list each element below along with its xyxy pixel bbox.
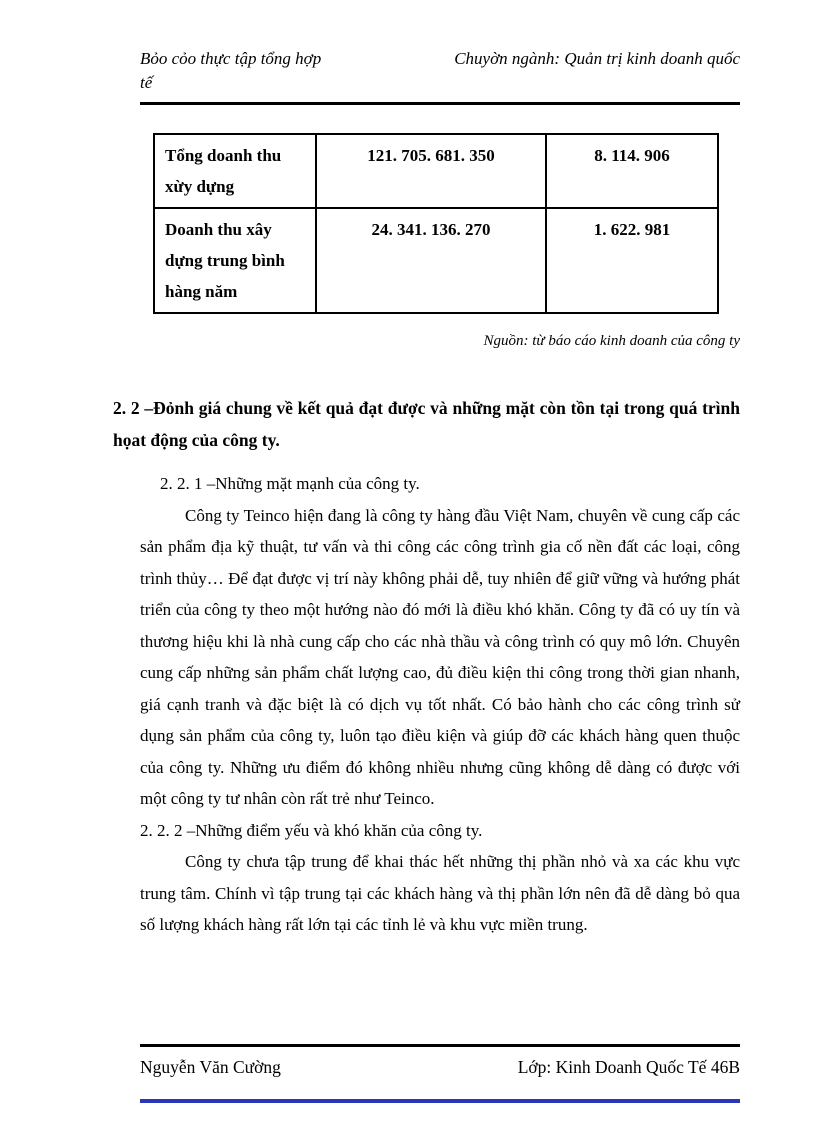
footer-rule bbox=[140, 1044, 740, 1047]
page-footer bbox=[140, 1044, 740, 1078]
header-line-1 bbox=[140, 48, 740, 70]
row-label: Doanh thu xây dựng trung bình hàng năm bbox=[154, 208, 316, 313]
row-value-usd: 8. 114. 906 bbox=[546, 134, 718, 208]
header-report-title: Bỏo cỏo thực tập tổng hợp bbox=[140, 49, 322, 68]
footer-line bbox=[140, 1056, 740, 1078]
sub-heading-2-2-2: 2. 2. 2 –Những điểm yếu và khó khăn của công ty. bbox=[140, 820, 483, 840]
footer-class-label: Lớp: Kinh Doanh Quốc Tế 46B bbox=[517, 1057, 740, 1077]
footer-author-name: Nguyễn Văn Cường bbox=[140, 1057, 281, 1077]
table-row bbox=[154, 208, 718, 313]
row-label: Tổng doanh thu xừy dựng bbox=[154, 134, 316, 208]
row-value-usd: 1. 622. 981 bbox=[546, 208, 718, 313]
row-value-vnd: 121. 705. 681. 350 bbox=[316, 134, 546, 208]
bottom-accent-rule bbox=[140, 1099, 740, 1103]
section-heading-2-2: 2. 2 –Đỏnh giá chung về kết quả đạt được và những mặt còn tồn tại trong quá trình họat động của công ty. bbox=[113, 398, 740, 450]
header-wrapped-word: tế bbox=[140, 73, 153, 92]
revenue-table bbox=[153, 133, 719, 314]
paragraph-weaknesses: Công ty chưa tập trung để khai thác hết những thị phần nhỏ và xa các khu vực trung tâm. Chính vì tập trung tại các khách hàng và thị phần lớn nên đã dễ dàng bỏ qua số lượng khách hàng rất lớn tại các tỉnh lẻ và khu vực miền trung. bbox=[140, 852, 740, 934]
page-header bbox=[140, 48, 740, 94]
paragraph-strengths: Công ty Teinco hiện đang là công ty hàng đầu Việt Nam, chuyên về cung cấp các sản phẩm địa kỹ thuật, tư vấn và thi công các công trình gia cố nền đất các loại, công trình thủy… Để đạt được vị trí này không phải dễ, tuy nhiên để giữ vững và hướng phát triển của công ty theo một hướng nào đó mới là điều khó khăn. Công ty đã có uy tín và thương hiệu khi là nhà cung cấp cho các nhà thầu và công trình có quy mô lớn. Chuyên cung cấp những sản phẩm chất lượng cao, đủ điều kiện thi công trong thời gian nhanh, giá cạnh tranh và đặc biệt là có dịch vụ tốt nhất. Có bảo hành cho các công trình sử dụng sản phẩm của công ty, luôn tạo điều kiện và giúp đỡ các khách hàng quen thuộc của công ty. Những ưu điểm đó không nhiều nhưng cũng không dễ dàng có được với một công ty tư nhân còn rất trẻ như Teinco. bbox=[140, 505, 740, 808]
header-rule bbox=[140, 102, 740, 105]
revenue-table-body bbox=[154, 134, 718, 313]
table-row bbox=[154, 134, 718, 208]
row-value-vnd: 24. 341. 136. 270 bbox=[316, 208, 546, 313]
sub-heading-2-2-1: 2. 2. 1 –Những mặt mạnh của công ty. bbox=[160, 474, 420, 493]
table-source-note: Nguồn: từ báo cáo kinh doanh của công ty bbox=[483, 333, 740, 349]
header-major-label: Chuyờn ngành: Quản trị kinh doanh quốc bbox=[454, 49, 740, 68]
